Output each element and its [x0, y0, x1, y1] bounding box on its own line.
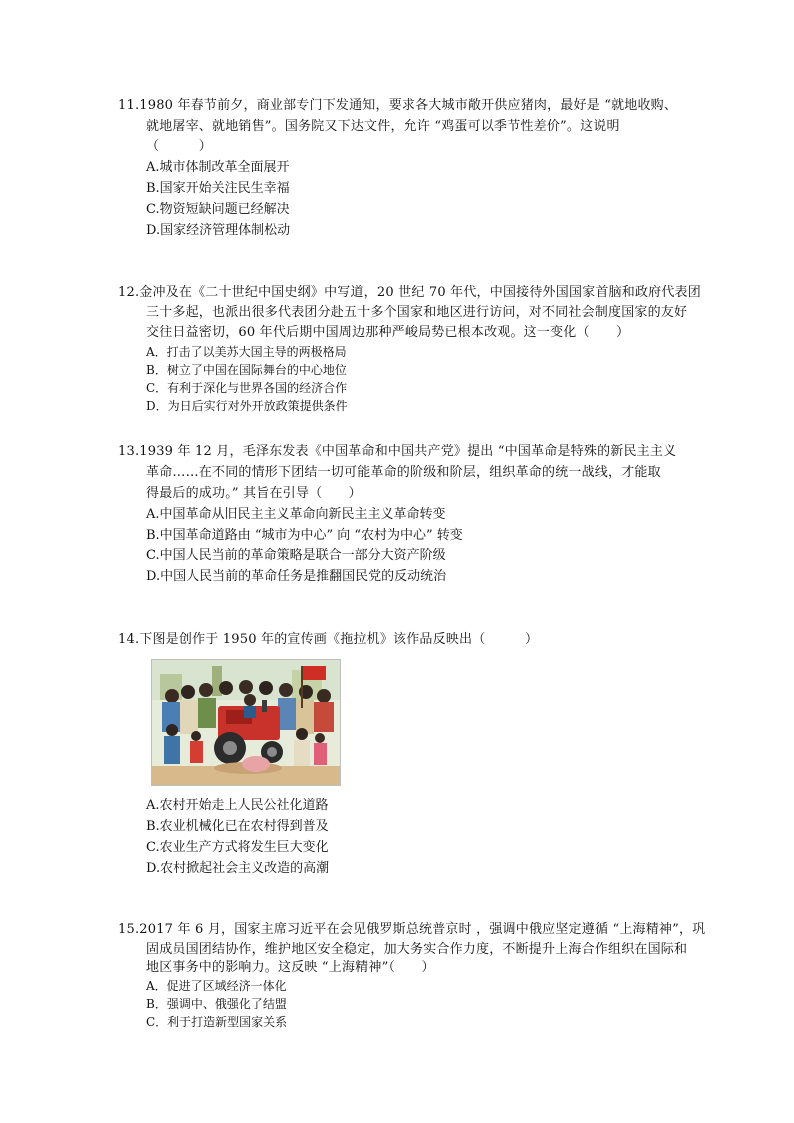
question-13-option-d[interactable]: D.中国人民当前的革命任务是推翻国民党的反动统治 [146, 569, 447, 584]
question-14-option-d[interactable]: D.农村掀起社会主义改造的高潮 [146, 861, 330, 876]
question-15-option-b[interactable]: B．强调中、俄强化了结盟 [146, 997, 287, 1011]
question-11-option-c[interactable]: C.物资短缺问题已经解决 [146, 202, 290, 217]
question-14-option-b[interactable]: B.农业机械化已在农村得到普及 [146, 819, 329, 834]
question-15-option-c[interactable]: C．利于打造新型国家关系 [146, 1015, 288, 1029]
question-14-option-a[interactable]: A.农村开始走上人民公社化道路 [146, 798, 329, 813]
question-11-stem-line-2: 就地屠宰、就地销售”。国务院又下达文件，允许 “鸡蛋可以季节性差价”。这说明 [146, 119, 620, 134]
question-13-option-c[interactable]: C.中国人民当前的革命策略是联合一部分大资产阶级 [146, 548, 446, 563]
question-13-option-a[interactable]: A.中国革命从旧民主主义革命向新民主主义革命转变 [146, 507, 446, 522]
tractor-propaganda-painting-icon [151, 659, 341, 786]
question-12-stem-line-3: 交往日益密切，60 年代后期中国周边那种严峻局势已根本改观。这一变化（ ） [146, 325, 630, 340]
question-12-stem-line-2: 三十多起，也派出很多代表团分赴五十多个国家和地区进行访问，对不同社会制度国家的友好 [146, 305, 688, 320]
question-13-option-b[interactable]: B.中国革命道路由 “城市为中心” 向 “农村为中心” 转变 [146, 528, 463, 543]
question-12-stem-line-1: 12.金冲及在《二十世纪中国史纲》中写道，20 世纪 70 年代，中国接待外国国家首脑和政府代表团 [118, 285, 701, 300]
question-12-option-d[interactable]: D．为日后实行对外开放政策提供条件 [146, 399, 348, 413]
question-15-stem-line-1: 15.2017 年 6 月，国家主席习近平在会见俄罗斯总统普京时 ，强调中俄应坚定遵循 “上海精神”，巩 [118, 922, 706, 937]
question-14-stem-line-1: 14.下图是创作于 1950 年的宣传画《拖拉机》该作品反映出（ ） [118, 632, 539, 647]
question-11-stem-line-1: 11.1980 年春节前夕，商业部专门下发通知，要求各大城市敞开供应猪肉，最好是 “就地收购、 [118, 98, 678, 113]
question-12-option-a[interactable]: A．打击了以美苏大国主导的两极格局 [146, 345, 347, 359]
question-11-option-a[interactable]: A.城市体制改革全面展开 [146, 160, 290, 175]
question-11-option-b[interactable]: B.国家开始关注民生幸福 [146, 181, 290, 196]
question-15-stem-line-3: 地区事务中的影响力。这反映 “上海精神”（ ） [146, 960, 435, 975]
question-13-stem-line-2: 革命……在不同的情形下团结一切可能革命的阶级和阶层，组织革命的统一战线，才能取 [146, 465, 661, 480]
question-13-stem-line-1: 13.1939 年 12 月，毛泽东发表《中国革命和中国共产党》提出 “中国革命是特殊的新民主主义 [118, 444, 677, 459]
question-11-option-d[interactable]: D.国家经济管理体制松动 [146, 223, 291, 238]
question-14-option-c[interactable]: C.农业生产方式将发生巨大变化 [146, 840, 329, 855]
question-11-answer-blank: （ ） [146, 139, 213, 154]
question-15-option-a[interactable]: A．促进了区域经济一体化 [146, 979, 287, 993]
question-12-option-c[interactable]: C．有利于深化与世界各国的经济合作 [146, 381, 348, 395]
question-15-stem-line-2: 固成员国团结协作，维护地区安全稳定，加大务实合作力度，不断提升上海合作组织在国际和 [146, 942, 688, 957]
question-12-option-b[interactable]: B．树立了中国在国际舞台的中心地位 [146, 363, 347, 377]
question-13-stem-line-3: 得最后的成功。” 其旨在引导（ ） [146, 486, 362, 501]
